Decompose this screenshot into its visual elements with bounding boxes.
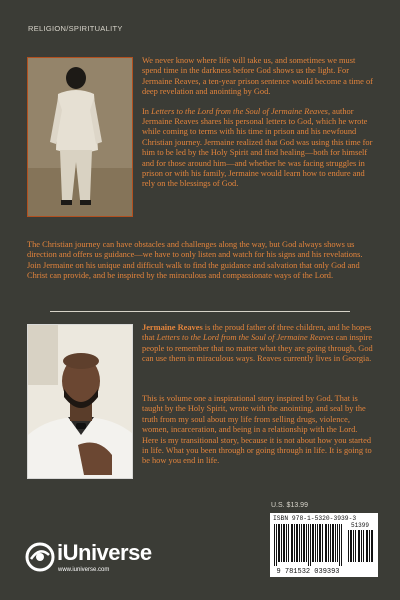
publisher-name: iUniverse bbox=[57, 540, 152, 565]
barcode-graphic bbox=[270, 513, 378, 577]
intro-paragraph-2 bbox=[142, 107, 374, 190]
author-bio-book-title: Letters to the Lord from the Soul of Jermaine Reaves bbox=[156, 333, 334, 343]
author-note: This is volume one a inspirational story inspired by God. That is taught by the Holy Spirit, wrote with the anointing, and seal by the truth from my soul about my life from selling drugs, violence, women, incarceration, and being in a relationship with the Lord. Here is my transitional story, because it is not about how you started in life. What you been through or going through in life. It is going to be how you end in life. bbox=[142, 394, 372, 466]
author-bio-part-2: can inspire people to remember that no matter what they are going through, God can use them in miraculous ways. Reaves currently lives in Georgia. bbox=[142, 333, 373, 364]
isbn-label: ISBN 978-1-5320-3939-3 bbox=[273, 515, 357, 522]
intro-p2-prefix: In bbox=[142, 106, 152, 116]
author-photo-prison bbox=[27, 57, 133, 217]
iuniverse-swirl-icon bbox=[25, 542, 55, 572]
publisher-logo bbox=[25, 540, 175, 580]
publisher-url: www.iuniverse.com bbox=[58, 567, 110, 573]
journey-text: The Christian journey can have obstacles and challenges along the way, but God always shows us direction and offers us guidance—we have to only listen and watch for his signs and his revelations. Join Jermaine on his unique and difficult walk to find the guidance and salvation that only God and Christ can provide, and be inspired by the miraculous and compassionate ways of the Lord. bbox=[27, 240, 363, 281]
intro-paragraph-1: We never know where life will take us, and sometimes we must spend time in the darkness before God shows us the light. For Jermaine Reaves, a ten-year prison sentence would become a time of deep revelation and anointing by God. bbox=[142, 56, 373, 97]
price-label: U.S. $13.99 bbox=[271, 502, 308, 509]
category-label: RELIGION/SPIRITUALITY bbox=[28, 24, 123, 33]
isbn-addon-code: 51399 bbox=[350, 522, 370, 529]
author-name: Jermaine Reaves bbox=[142, 323, 203, 332]
divider-line bbox=[50, 311, 350, 312]
prison-photo-illustration bbox=[28, 58, 133, 217]
portrait-illustration bbox=[28, 325, 133, 479]
author-bio bbox=[142, 323, 374, 365]
intro-p2-body: , author Jermaine Reaves shares his personal letters to God, which he wrote while coming to terms with his time in prison and his newfound Christian journey. Jermaine realized that God was using this time for him to be led by the Holy Spirit and find healing—both for himself and for those around him—and whether he was facing struggles in prison or with his family, Jermaine would learn how to endure and rely on the blessings of God. bbox=[142, 106, 373, 189]
book-title-italic: Letters to the Lord from the Soul of Jermaine Reaves bbox=[151, 106, 328, 116]
author-bio-part-1: is the proud father of three children, and he hopes that bbox=[142, 323, 372, 343]
intro-blurb bbox=[142, 56, 374, 199]
journey-paragraph bbox=[27, 240, 376, 291]
author-photo-portrait bbox=[27, 324, 133, 479]
isbn-digits: 9 781532 039393 bbox=[276, 568, 340, 576]
isbn-barcode bbox=[270, 513, 378, 577]
